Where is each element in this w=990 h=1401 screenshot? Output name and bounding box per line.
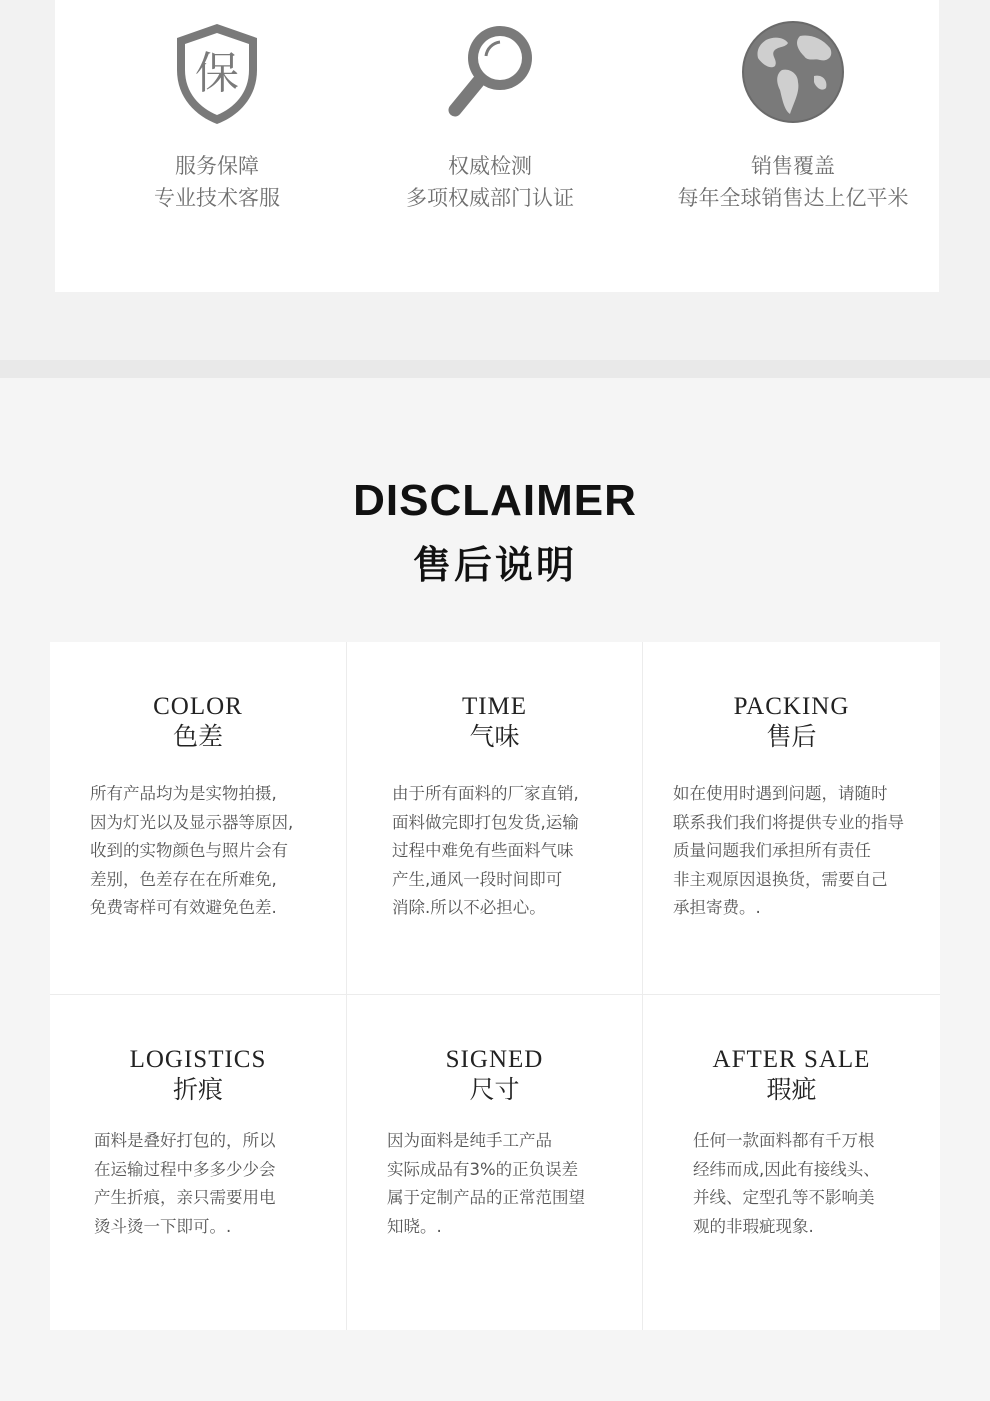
card-line: 非主观原因退换货，需要自己 [673,869,888,889]
card-title-en: SIGNED [445,1046,544,1073]
card-line: 收到的实物颜色与照片会有 [90,841,288,860]
shield-bao-icon [162,18,272,128]
card-signed [347,995,643,1330]
card-line: 产生,通风一段时间即可 [392,869,563,889]
card-body [94,1127,276,1241]
card-line: 承担寄费。. [673,898,761,917]
card-line: 在运输过程中多多少少会 [94,1159,276,1179]
disclaimer-grid [50,642,940,1330]
card-title-cn: 气味 [469,722,520,751]
features-card [55,0,939,292]
card-line: 经纬而成,因此有接线头、 [693,1159,880,1179]
card-line: 免费寄样可有效避免色差. [90,898,277,917]
card-title-cn: 折痕 [172,1075,223,1104]
card-title-cn: 瑕疵 [766,1075,817,1104]
card-line: 烫斗烫一下即可。. [94,1216,232,1236]
shield-glyph: 保 [195,48,239,99]
card-line: 消除.所以不必担心。 [392,898,546,917]
globe-icon [738,18,848,128]
card-title-en: COLOR [153,693,243,720]
card-line: 属于定制产品的正常范围望 [387,1188,585,1207]
feature-subtitle: 每年全球销售达上亿平米 [677,186,909,210]
card-line: 实际成品有3%的正负误差 [387,1159,579,1179]
card-time [347,642,643,995]
card-after-sale [643,995,940,1330]
card-line: 任何一款面料都有千万根 [693,1131,875,1150]
card-title-cn: 售后 [766,722,817,751]
card-packing [643,642,940,995]
card-body [387,1127,585,1241]
card-body [693,1127,880,1241]
section-divider [0,360,990,378]
card-title-en: TIME [461,693,528,720]
feature-subtitle: 专业技术客服 [154,186,280,210]
card-logistics [50,995,347,1330]
card-line: 面料是叠好打包的，所以 [94,1131,276,1150]
card-title-en: AFTER SALE [712,1046,871,1073]
card-line: 如在使用时遇到问题，请随时 [673,784,888,803]
card-title-en: PACKING [733,693,850,720]
card-line: 并线、定型孔等不影响美 [693,1188,875,1207]
card-body [392,780,579,923]
card-title-cn: 色差 [172,722,223,751]
feature-title: 销售覆盖 [751,154,835,178]
card-line: 知晓。. [387,1216,442,1236]
card-color [50,642,347,995]
card-line: 因为灯光以及显示器等原因, [90,812,294,832]
card-title-en: LOGISTICS [129,1046,267,1073]
card-line: 由于所有面料的厂家直销, [392,784,579,803]
disclaimer-title: DISCLAIMER [353,476,637,525]
card-body [90,780,293,923]
feature-subtitle: 多项权威部门认证 [406,186,574,210]
card-line: 产生折痕，亲只需要用电 [94,1188,276,1207]
card-line: 质量问题我们承担所有责任 [673,841,871,860]
card-title-cn: 尺寸 [469,1075,520,1104]
magnifier-icon [435,18,545,128]
card-line: 联系我们我们将提供专业的指导 [673,812,904,832]
disclaimer-subtitle: 售后说明 [412,543,577,587]
disclaimer-section [0,378,990,1401]
feature-title: 服务保障 [175,154,259,178]
card-line: 观的非瑕疵现象. [693,1216,814,1236]
feature-title: 权威检测 [448,154,532,178]
card-line: 差别，色差存在在所难免, [90,869,277,889]
card-line: 过程中难免有些面料气味 [392,841,574,860]
card-body [673,780,904,923]
card-line: 因为面料是纯手工产品 [387,1131,552,1150]
card-line: 面料做完即打包发货,运输 [392,812,579,832]
features-band [0,0,990,360]
card-line: 所有产品均为是实物拍摄, [90,784,277,803]
